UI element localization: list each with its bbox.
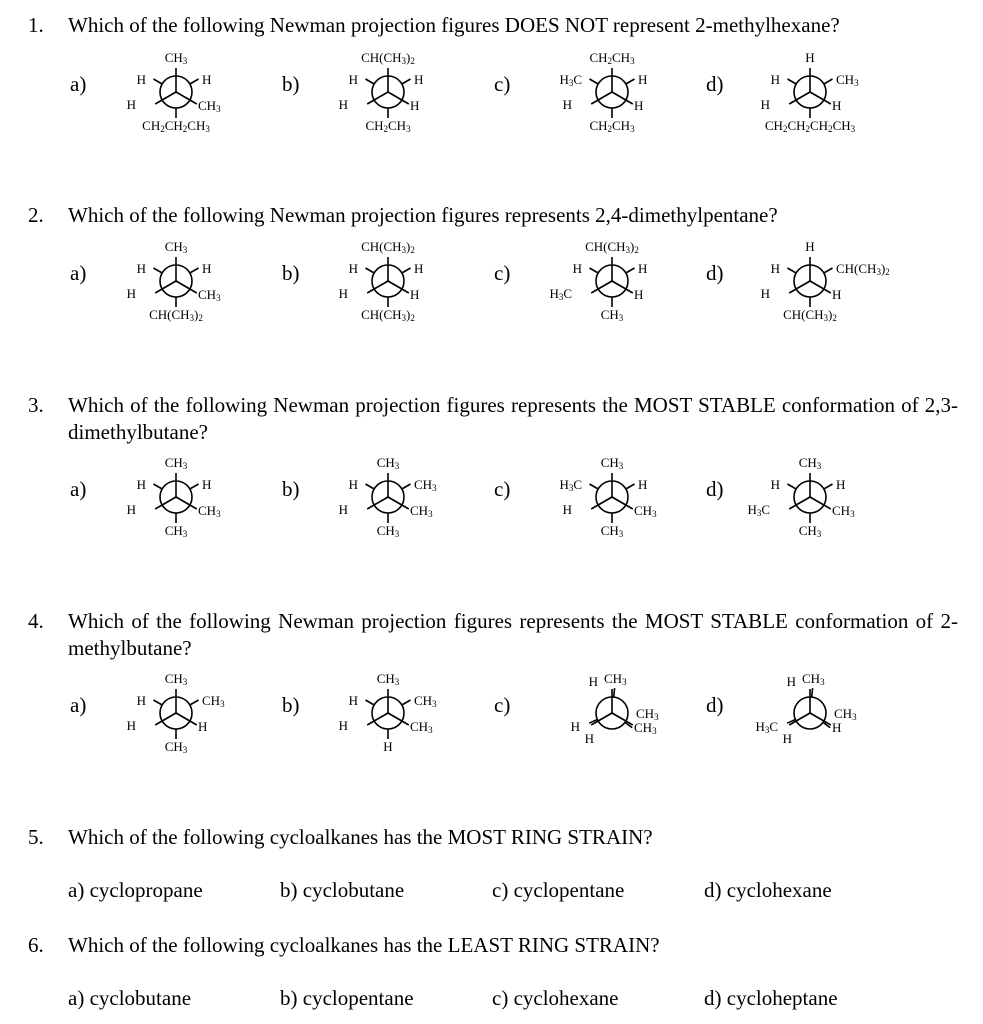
substituent-label: $CH_3$: [600, 455, 624, 471]
substituent-label: H: [338, 502, 348, 517]
substituent-label: $CH(CH_3)_2$: [585, 239, 639, 255]
option-letter: a): [70, 72, 87, 96]
bond-line: [591, 289, 598, 293]
bond-line: [367, 505, 374, 509]
option-letter: a): [70, 477, 87, 501]
substituent-label: $CH_3$: [600, 523, 624, 539]
question-number: 3.: [28, 393, 44, 417]
substituent-label: $CH_3$: [376, 671, 400, 687]
option-letter: d): [706, 477, 724, 501]
substituent-label: H: [584, 731, 594, 746]
bond-line: [598, 92, 612, 100]
bond-line: [402, 289, 409, 293]
bond-line: [402, 100, 409, 104]
question-text: Which of the following Newman projection figures represents the MOST STABLE conformation of 2-methylbutane?: [68, 609, 958, 660]
bond-line: [365, 700, 374, 705]
bond-line: [176, 713, 190, 721]
substituent-label: $CH_3$: [410, 503, 433, 519]
substituent-label: $H_3C$: [549, 286, 572, 302]
option-letter: c): [494, 72, 511, 96]
substituent-label: H: [202, 261, 212, 276]
substituent-label: $CH_3$: [836, 72, 859, 88]
question-2: [28, 202, 958, 229]
option-letter: c): [494, 693, 511, 717]
substituent-label: H: [634, 98, 644, 113]
substituent-label: $CH_2CH_3$: [365, 118, 411, 134]
substituent-label: H: [786, 674, 796, 689]
substituent-label: H: [126, 502, 136, 517]
bond-line: [591, 100, 598, 104]
substituent-label: H: [136, 72, 146, 87]
substituent-label: H: [338, 286, 348, 301]
substituent-label: H: [348, 693, 358, 708]
bond-line: [812, 688, 813, 697]
bond-line: [796, 281, 810, 289]
bond-line: [367, 289, 374, 293]
substituent-label: H: [126, 718, 136, 733]
bond-line: [796, 713, 810, 721]
substituent-label: $CH_3$: [164, 455, 188, 471]
bond-line: [153, 268, 162, 273]
answer-option: c) cyclohexane: [492, 986, 619, 1010]
bond-line: [402, 700, 411, 705]
substituent-label: $CH_2CH_2CH_3$: [142, 118, 210, 134]
bond-line: [626, 79, 635, 84]
bond-line: [388, 713, 402, 721]
bond-line: [789, 505, 796, 509]
substituent-label: H: [198, 719, 208, 734]
bond-line: [787, 268, 796, 273]
substituent-label: $CH_3$: [414, 477, 437, 493]
bond-line: [789, 289, 796, 293]
bond-line: [810, 281, 824, 289]
bond-line: [190, 100, 197, 104]
answer-option: b) cyclopentane: [280, 986, 414, 1010]
answer-option: d) cyclohexane: [704, 878, 832, 902]
bond-line: [787, 484, 796, 489]
bond-line: [367, 100, 374, 104]
substituent-label: $CH(CH_3)_2$: [361, 50, 415, 66]
substituent-label: $CH(CH_3)_2$: [836, 261, 890, 277]
bond-line: [176, 92, 190, 100]
substituent-label: H: [836, 477, 846, 492]
option-letter: b): [282, 261, 300, 285]
bond-line: [153, 79, 162, 84]
substituent-label: $CH(CH_3)_2$: [361, 239, 415, 255]
bond-line: [787, 79, 796, 84]
substituent-label: $H_3C$: [755, 719, 778, 735]
bond-line: [626, 268, 635, 273]
bond-line: [190, 721, 197, 725]
option-letter: b): [282, 693, 300, 717]
substituent-label: H: [832, 287, 842, 302]
option-letter: a): [70, 261, 87, 285]
question-text: Which of the following Newman projection figures represents the MOST STABLE conformation of 2,3-dimethylbutane?: [68, 393, 958, 444]
question-text: Which of the following cycloalkanes has the LEAST RING STRAIN?: [68, 933, 660, 957]
substituent-label: $CH_3$: [164, 523, 188, 539]
answer-option: c) cyclopentane: [492, 878, 625, 902]
substituent-label: H: [770, 72, 780, 87]
bond-line: [626, 484, 635, 489]
bond-line: [374, 713, 388, 721]
substituent-label: H: [638, 72, 648, 87]
bond-line: [789, 100, 796, 104]
bond-line: [810, 92, 824, 100]
question-text: Which of the following Newman projection figures represents 2,4-dimethylpentane?: [68, 203, 778, 227]
bond-line: [190, 268, 199, 273]
substituent-label: $CH_3$: [164, 239, 188, 255]
bond-line: [153, 484, 162, 489]
bond-line: [190, 700, 199, 705]
bond-line: [796, 497, 810, 505]
substituent-label: H: [126, 97, 136, 112]
substituent-label: H: [760, 97, 770, 112]
substituent-label: $CH_3$: [376, 455, 400, 471]
substituent-label: H: [562, 502, 572, 517]
substituent-label: $H_3C$: [559, 477, 582, 493]
substituent-label: H: [805, 50, 815, 65]
bond-line: [598, 281, 612, 289]
bond-line: [162, 713, 176, 721]
bond-line: [626, 289, 633, 293]
substituent-label: H: [782, 731, 792, 746]
bond-line: [612, 281, 626, 289]
bond-line: [374, 92, 388, 100]
bond-line: [824, 505, 831, 509]
substituent-label: $CH_3$: [198, 287, 221, 303]
substituent-label: H: [410, 287, 420, 302]
bond-line: [402, 268, 411, 273]
substituent-label: H: [638, 477, 648, 492]
bond-line: [402, 721, 409, 725]
option-letter: b): [282, 477, 300, 501]
bond-line: [365, 268, 374, 273]
bond-line: [402, 79, 411, 84]
substituent-label: $CH_3$: [802, 671, 825, 687]
substituent-label: H: [832, 720, 842, 735]
bond-line: [367, 721, 374, 725]
substituent-label: H: [410, 98, 420, 113]
substituent-label: $CH_3$: [834, 706, 857, 722]
substituent-label: $CH_2CH_3$: [589, 118, 635, 134]
substituent-label: H: [638, 261, 648, 276]
bond-line: [598, 497, 612, 505]
bond-line: [626, 100, 633, 104]
substituent-label: H: [805, 239, 815, 254]
substituent-label: H: [136, 477, 146, 492]
substituent-label: $CH(CH_3)_2$: [783, 307, 837, 323]
substituent-label: $CH_2CH_3$: [589, 50, 635, 66]
bond-line: [824, 100, 831, 104]
bond-line: [374, 281, 388, 289]
bond-line: [796, 92, 810, 100]
answer-option: a) cyclobutane: [68, 986, 192, 1010]
substituent-label: $CH_3$: [410, 719, 433, 735]
substituent-label: $CH(CH_3)_2$: [361, 307, 415, 323]
bond-line: [810, 497, 824, 505]
substituent-label: $CH_3$: [164, 671, 188, 687]
substituent-label: H: [348, 72, 358, 87]
bond-line: [388, 281, 402, 289]
option-letter: d): [706, 693, 724, 717]
bond-line: [190, 79, 199, 84]
answer-option: b) cyclobutane: [280, 878, 405, 902]
substituent-label: H: [414, 72, 424, 87]
bond-line: [190, 505, 197, 509]
bond-line: [162, 92, 176, 100]
option-letter: c): [494, 261, 511, 285]
bond-line: [591, 505, 598, 509]
bond-line: [153, 700, 162, 705]
bond-line: [612, 92, 626, 100]
question-3: [28, 392, 958, 446]
substituent-label: H: [338, 718, 348, 733]
bond-line: [155, 100, 162, 104]
substituent-label: H: [832, 98, 842, 113]
substituent-label: H: [136, 693, 146, 708]
option-letter: d): [706, 72, 724, 96]
question-5: [28, 824, 958, 851]
bond-line: [824, 268, 833, 273]
bond-line: [598, 713, 612, 721]
substituent-label: H: [562, 97, 572, 112]
question-6: [28, 932, 958, 959]
option-letter: a): [70, 693, 87, 717]
bond-line: [589, 268, 598, 273]
bond-line: [155, 505, 162, 509]
question-text: Which of the following Newman projection figures DOES NOT represent 2-methylhexane?: [68, 13, 840, 37]
substituent-label: $CH_3$: [376, 523, 400, 539]
option-letter: c): [494, 477, 511, 501]
substituent-label: $CH_3$: [636, 706, 659, 722]
substituent-label: $CH(CH_3)_2$: [149, 307, 203, 323]
answer-option: d) cycloheptane: [704, 986, 838, 1010]
substituent-label: H: [136, 261, 146, 276]
substituent-label: $CH_3$: [600, 307, 624, 323]
substituent-label: $CH_3$: [164, 739, 188, 755]
bond-line: [824, 484, 833, 489]
substituent-label: $CH_3$: [634, 720, 657, 736]
substituent-label: $CH_3$: [798, 523, 822, 539]
bond-line: [162, 281, 176, 289]
substituent-label: $CH_3$: [198, 503, 221, 519]
bond-line: [626, 505, 633, 509]
substituent-label: H: [348, 477, 358, 492]
substituent-label: H: [770, 477, 780, 492]
question-number: 2.: [28, 203, 44, 227]
question-number: 4.: [28, 609, 44, 633]
question-text: Which of the following cycloalkanes has the MOST RING STRAIN?: [68, 825, 653, 849]
substituent-label: $CH_3$: [634, 503, 657, 519]
bond-line: [190, 484, 199, 489]
bond-line: [365, 79, 374, 84]
bond-line: [190, 289, 197, 293]
substituent-label: H: [760, 286, 770, 301]
bond-line: [176, 281, 190, 289]
bond-line: [612, 497, 626, 505]
option-letter: b): [282, 72, 300, 96]
substituent-label: $CH_2CH_2CH_2CH_3$: [764, 118, 856, 134]
substituent-label: $CH_3$: [198, 98, 221, 114]
bond-line: [589, 79, 598, 84]
bond-line: [162, 497, 176, 505]
substituent-label: $CH_3$: [798, 455, 822, 471]
substituent-label: H: [634, 287, 644, 302]
substituent-label: H: [202, 72, 212, 87]
substituent-label: $CH_3$: [604, 671, 627, 687]
substituent-label: $H_3C$: [559, 72, 582, 88]
bond-line: [612, 713, 626, 721]
substituent-label: H: [338, 97, 348, 112]
substituent-label: $CH_3$: [202, 693, 225, 709]
bond-line: [388, 92, 402, 100]
answer-option: a) cyclopropane: [68, 878, 203, 902]
bond-line: [614, 688, 615, 697]
question-number: 1.: [28, 13, 44, 37]
substituent-label: H: [588, 674, 598, 689]
bond-line: [402, 484, 411, 489]
bond-line: [155, 289, 162, 293]
substituent-label: H: [572, 261, 582, 276]
substituent-label: H: [126, 286, 136, 301]
bond-line: [810, 713, 824, 721]
question-4: [28, 608, 958, 662]
bond-line: [374, 497, 388, 505]
bond-line: [589, 484, 598, 489]
bond-line: [176, 497, 190, 505]
bond-line: [155, 721, 162, 725]
option-letter: d): [706, 261, 724, 285]
substituent-label: H: [383, 739, 393, 754]
substituent-label: H: [348, 261, 358, 276]
substituent-label: $H_3C$: [747, 502, 770, 518]
bond-line: [402, 505, 409, 509]
substituent-label: H: [570, 719, 580, 734]
substituent-label: $CH_3$: [832, 503, 855, 519]
bond-line: [388, 497, 402, 505]
question-number: 5.: [28, 825, 44, 849]
bond-line: [824, 289, 831, 293]
substituent-label: H: [770, 261, 780, 276]
substituent-label: H: [202, 477, 212, 492]
substituent-label: $CH_3$: [164, 50, 188, 66]
question-number: 6.: [28, 933, 44, 957]
bond-line: [365, 484, 374, 489]
substituent-label: $CH_3$: [414, 693, 437, 709]
question-1: [28, 12, 958, 39]
substituent-label: H: [414, 261, 424, 276]
bond-line: [824, 79, 833, 84]
